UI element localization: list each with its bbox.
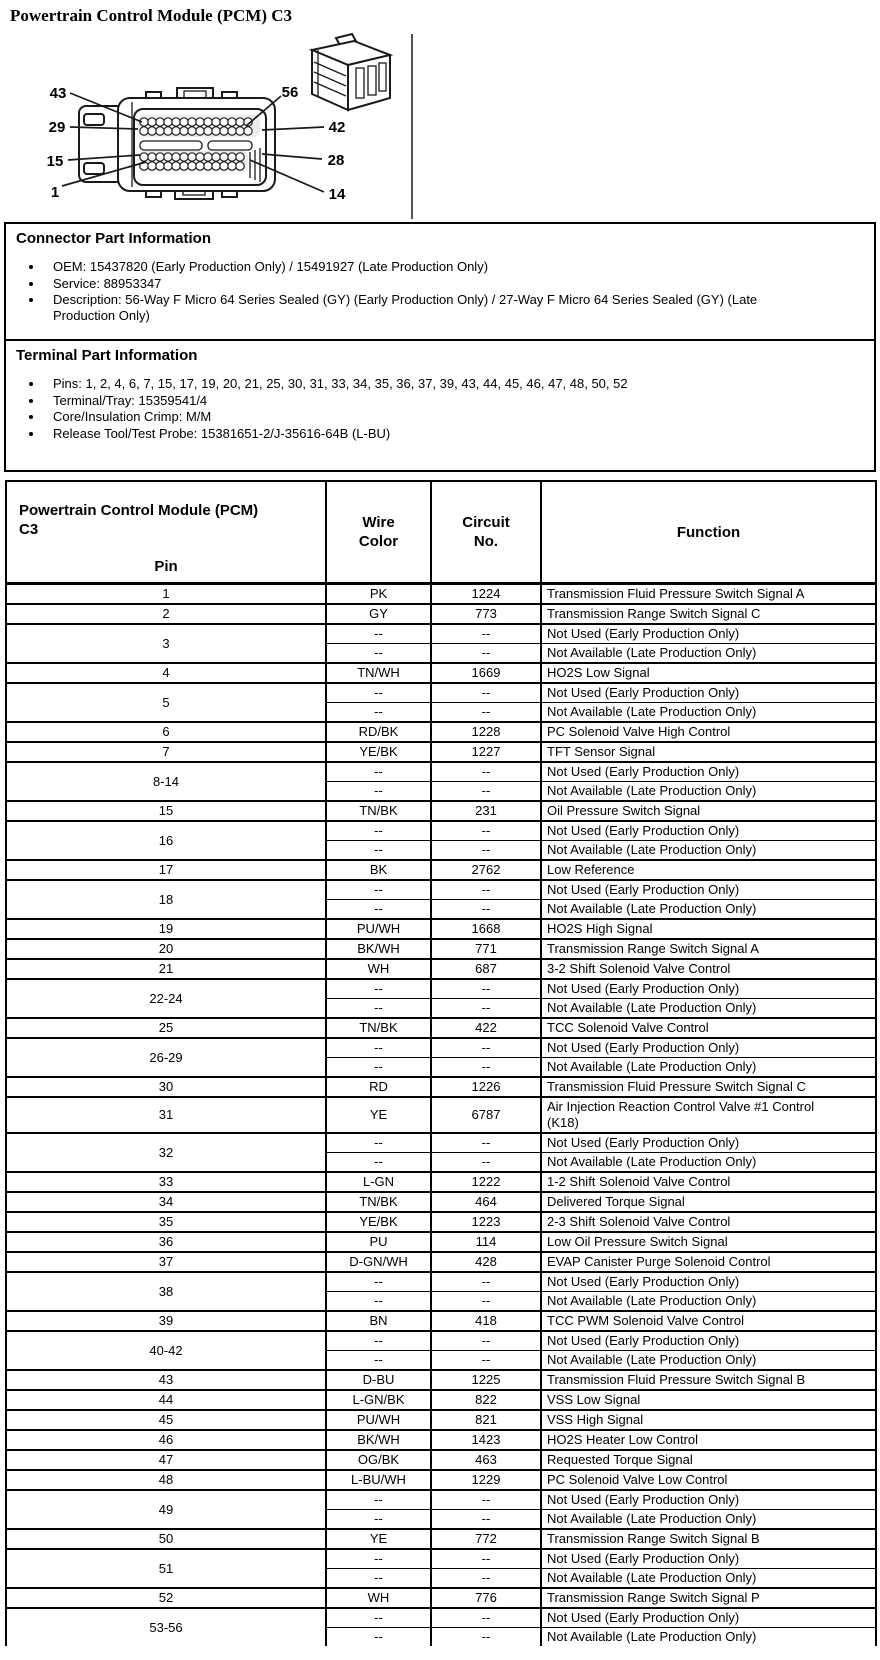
wire-color-cell: -- — [326, 821, 431, 841]
function-cell: TCC PWM Solenoid Valve Control — [541, 1311, 876, 1331]
function-cell: Not Available (Late Production Only) — [541, 1153, 876, 1173]
wire-color-cell: TN/BK — [326, 1192, 431, 1212]
function-cell: 3-2 Shift Solenoid Valve Control — [541, 959, 876, 979]
bullet-item: • Pins: 1, 2, 4, 6, 7, 15, 17, 19, 20, 21, 25, 30, 31, 33, 34, 35, 36, 37, 39, 43, 44, 45, 46, 47, 48, 50, 52 — [44, 376, 770, 392]
circuit-no-cell: -- — [431, 1058, 541, 1078]
wire-color-cell: L-GN/BK — [326, 1390, 431, 1410]
function-cell: PC Solenoid Valve Low Control — [541, 1470, 876, 1490]
terminal-part-information-section — [4, 339, 876, 472]
connector-face-drawing — [0, 26, 880, 222]
circuit-no-cell: 1226 — [431, 1077, 541, 1097]
circuit-no-cell: -- — [431, 644, 541, 664]
circuit-no-cell: 1229 — [431, 1470, 541, 1490]
function-cell: Not Available (Late Production Only) — [541, 999, 876, 1019]
pin-cell: 34 — [6, 1192, 326, 1212]
circuit-no-cell: -- — [431, 703, 541, 723]
wire-color-cell: -- — [326, 624, 431, 644]
circuit-no-cell: -- — [431, 1038, 541, 1058]
pin-cell: 53-56 — [6, 1608, 326, 1646]
circuit-no-cell: -- — [431, 1490, 541, 1510]
circuit-no-cell: 1227 — [431, 742, 541, 762]
pin-cell: 20 — [6, 939, 326, 959]
diagram-pin-label-28: 28 — [327, 152, 345, 169]
pin-cell: 50 — [6, 1529, 326, 1549]
function-cell: Delivered Torque Signal — [541, 1192, 876, 1212]
wire-color-cell: -- — [326, 1292, 431, 1312]
function-cell: Not Used (Early Production Only) — [541, 762, 876, 782]
circuit-no-cell: 464 — [431, 1192, 541, 1212]
table-row — [6, 1172, 876, 1192]
pin-cell: 15 — [6, 801, 326, 821]
table-row — [6, 663, 876, 683]
circuit-no-cell: -- — [431, 782, 541, 802]
wire-color-cell: PU — [326, 1232, 431, 1252]
table-row — [6, 860, 876, 880]
circuit-no-cell: -- — [431, 762, 541, 782]
function-cell: Not Used (Early Production Only) — [541, 880, 876, 900]
wire-color-cell: YE/BK — [326, 1212, 431, 1232]
circuit-no-cell: -- — [431, 999, 541, 1019]
function-cell: PC Solenoid Valve High Control — [541, 722, 876, 742]
wire-color-cell: BK/WH — [326, 1430, 431, 1450]
table-row — [6, 821, 876, 841]
wire-color-cell: -- — [326, 1331, 431, 1351]
circuit-no-cell: -- — [431, 841, 541, 861]
function-cell: 1-2 Shift Solenoid Valve Control — [541, 1172, 876, 1192]
pin-cell: 48 — [6, 1470, 326, 1490]
table-row — [6, 722, 876, 742]
header-pin-label: Pin — [154, 558, 178, 575]
circuit-no-cell: 231 — [431, 801, 541, 821]
pin-cell: 26-29 — [6, 1038, 326, 1077]
circuit-no-cell: -- — [431, 1272, 541, 1292]
wire-color-cell: WH — [326, 959, 431, 979]
connector-3d-view-illustration — [312, 34, 390, 110]
table-row — [6, 1608, 876, 1628]
circuit-no-cell: 821 — [431, 1410, 541, 1430]
pin-cell: 7 — [6, 742, 326, 762]
circuit-no-cell: 771 — [431, 939, 541, 959]
circuit-no-cell: 2762 — [431, 860, 541, 880]
function-cell: Not Used (Early Production Only) — [541, 1490, 876, 1510]
pin-cell: 30 — [6, 1077, 326, 1097]
function-cell: Not Available (Late Production Only) — [541, 1569, 876, 1589]
function-cell: 2-3 Shift Solenoid Valve Control — [541, 1212, 876, 1232]
connector-body — [118, 98, 275, 191]
table-row — [6, 624, 876, 644]
diagram-pin-label-56: 56 — [281, 84, 299, 101]
wire-color-cell: -- — [326, 1038, 431, 1058]
table-row — [6, 1430, 876, 1450]
function-cell: Not Used (Early Production Only) — [541, 1549, 876, 1569]
function-cell: Transmission Fluid Pressure Switch Signal C — [541, 1077, 876, 1097]
wire-color-cell: -- — [326, 703, 431, 723]
bullet-item: • OEM: 15437820 (Early Production Only) / 15491927 (Late Production Only) — [44, 259, 770, 275]
circuit-no-cell: -- — [431, 1331, 541, 1351]
wire-color-cell: -- — [326, 999, 431, 1019]
function-cell: TFT Sensor Signal — [541, 742, 876, 762]
pin-cell: 8-14 — [6, 762, 326, 801]
table-row — [6, 1549, 876, 1569]
table-row — [6, 1252, 876, 1272]
function-cell: Not Available (Late Production Only) — [541, 1292, 876, 1312]
function-cell: Oil Pressure Switch Signal — [541, 801, 876, 821]
wire-color-cell: -- — [326, 1153, 431, 1173]
wire-color-cell: D-BU — [326, 1370, 431, 1390]
function-cell: Low Oil Pressure Switch Signal — [541, 1232, 876, 1252]
wire-color-cell: TN/BK — [326, 1018, 431, 1038]
pin-cell: 39 — [6, 1311, 326, 1331]
function-cell: Air Injection Reaction Control Valve #1 Control (K18) — [541, 1097, 876, 1133]
terminal-part-information-list — [44, 376, 770, 441]
circuit-no-cell: -- — [431, 1608, 541, 1628]
wire-color-cell: PU/WH — [326, 919, 431, 939]
bullet-item: • Terminal/Tray: 15359541/4 — [44, 393, 770, 409]
wire-color-cell: RD — [326, 1077, 431, 1097]
pin-cell: 38 — [6, 1272, 326, 1311]
circuit-no-cell: 422 — [431, 1018, 541, 1038]
connector-diagram — [0, 26, 880, 222]
function-cell: Not Used (Early Production Only) — [541, 624, 876, 644]
function-cell: VSS Low Signal — [541, 1390, 876, 1410]
header-wire-color: Wire Color — [326, 481, 431, 584]
circuit-no-cell: -- — [431, 1133, 541, 1153]
header-function: Function — [541, 481, 876, 584]
circuit-no-cell: -- — [431, 880, 541, 900]
circuit-no-cell: 1669 — [431, 663, 541, 683]
wire-color-cell: -- — [326, 1608, 431, 1628]
pin-cell: 1 — [6, 584, 326, 605]
connector-part-information-heading: Connector Part Information — [16, 230, 212, 247]
function-cell: Not Available (Late Production Only) — [541, 782, 876, 802]
pin-cell: 47 — [6, 1450, 326, 1470]
wire-color-cell: BN — [326, 1311, 431, 1331]
pin-cell: 49 — [6, 1490, 326, 1529]
function-cell: Transmission Range Switch Signal C — [541, 604, 876, 624]
function-cell: Not Used (Early Production Only) — [541, 1133, 876, 1153]
wire-color-cell: -- — [326, 644, 431, 664]
circuit-no-cell: 1222 — [431, 1172, 541, 1192]
function-cell: Not Available (Late Production Only) — [541, 1351, 876, 1371]
function-cell: Not Available (Late Production Only) — [541, 644, 876, 664]
circuit-no-cell: 1228 — [431, 722, 541, 742]
function-cell: TCC Solenoid Valve Control — [541, 1018, 876, 1038]
page-title: Powertrain Control Module (PCM) C3 — [10, 6, 293, 25]
table-row — [6, 1077, 876, 1097]
function-cell: Not Used (Early Production Only) — [541, 1038, 876, 1058]
wire-color-cell: PK — [326, 584, 431, 605]
wire-color-cell: -- — [326, 1272, 431, 1292]
document-page — [0, 6, 880, 1646]
diagram-pin-label-14: 14 — [328, 186, 346, 203]
pin-cell: 37 — [6, 1252, 326, 1272]
table-row — [6, 1272, 876, 1292]
wire-color-cell: L-GN — [326, 1172, 431, 1192]
function-cell: Not Available (Late Production Only) — [541, 841, 876, 861]
wire-color-cell: -- — [326, 762, 431, 782]
circuit-no-cell: -- — [431, 1510, 541, 1530]
wire-color-cell: -- — [326, 1569, 431, 1589]
terminal-part-information-heading: Terminal Part Information — [16, 347, 198, 364]
circuit-no-cell: 463 — [431, 1450, 541, 1470]
bullet-item: • Description: 56-Way F Micro 64 Series Sealed (GY) (Early Production Only) / 27-Way F Micro 64 Series Sealed (GY) (Late Production Only) — [44, 292, 770, 323]
function-cell: HO2S High Signal — [541, 919, 876, 939]
pin-cell: 4 — [6, 663, 326, 683]
circuit-no-cell: 822 — [431, 1390, 541, 1410]
pin-cell: 5 — [6, 683, 326, 722]
table-row — [6, 742, 876, 762]
function-cell: Not Available (Late Production Only) — [541, 1058, 876, 1078]
function-cell: Transmission Range Switch Signal B — [541, 1529, 876, 1549]
wire-color-cell: -- — [326, 900, 431, 920]
circuit-no-cell: -- — [431, 1351, 541, 1371]
table-row — [6, 801, 876, 821]
function-cell: VSS High Signal — [541, 1410, 876, 1430]
function-cell: Not Available (Late Production Only) — [541, 900, 876, 920]
circuit-no-cell: 1423 — [431, 1430, 541, 1450]
diagram-pin-label-43: 43 — [49, 85, 67, 102]
circuit-no-cell: -- — [431, 624, 541, 644]
wire-color-cell: -- — [326, 1351, 431, 1371]
wire-color-cell: TN/BK — [326, 801, 431, 821]
pin-cell: 16 — [6, 821, 326, 860]
function-cell: Transmission Fluid Pressure Switch Signal B — [541, 1370, 876, 1390]
connector-part-information-list — [44, 259, 770, 323]
circuit-no-cell: 1223 — [431, 1212, 541, 1232]
function-cell: HO2S Heater Low Control — [541, 1430, 876, 1450]
pin-cell: 46 — [6, 1430, 326, 1450]
table-row — [6, 683, 876, 703]
pin-cell: 18 — [6, 880, 326, 919]
table-row — [6, 1450, 876, 1470]
wire-color-cell: PU/WH — [326, 1410, 431, 1430]
pin-cell: 33 — [6, 1172, 326, 1192]
table-row — [6, 1470, 876, 1490]
table-row — [6, 1311, 876, 1331]
table-row — [6, 1370, 876, 1390]
function-cell: Not Used (Early Production Only) — [541, 1608, 876, 1628]
pin-cell: 51 — [6, 1549, 326, 1588]
circuit-no-cell: -- — [431, 1153, 541, 1173]
wire-color-cell: -- — [326, 880, 431, 900]
function-cell: Not Available (Late Production Only) — [541, 1628, 876, 1647]
circuit-no-cell: 6787 — [431, 1097, 541, 1133]
function-cell: Transmission Range Switch Signal A — [541, 939, 876, 959]
function-cell: Not Available (Late Production Only) — [541, 1510, 876, 1530]
wire-color-cell: -- — [326, 1510, 431, 1530]
table-row — [6, 1133, 876, 1153]
circuit-no-cell: -- — [431, 821, 541, 841]
circuit-no-cell: 776 — [431, 1588, 541, 1608]
wire-color-cell: BK/WH — [326, 939, 431, 959]
wire-color-cell: YE/BK — [326, 742, 431, 762]
pin-cell: 6 — [6, 722, 326, 742]
pin-cell: 35 — [6, 1212, 326, 1232]
header-module-title: Powertrain Control Module (PCM) C3 — [19, 502, 259, 538]
table-row — [6, 1192, 876, 1212]
wire-color-cell: -- — [326, 1490, 431, 1510]
circuit-no-cell: 773 — [431, 604, 541, 624]
table-row — [6, 1390, 876, 1410]
diagram-pin-label-42: 42 — [328, 119, 346, 136]
pin-cell: 25 — [6, 1018, 326, 1038]
bullet-item: • Release Tool/Test Probe: 15381651-2/J-35616-64B (L-BU) — [44, 426, 770, 442]
function-cell: HO2S Low Signal — [541, 663, 876, 683]
pinout-table-header — [6, 481, 876, 584]
circuit-no-cell: 772 — [431, 1529, 541, 1549]
pin-cell: 21 — [6, 959, 326, 979]
pin-table-body — [6, 584, 876, 1647]
pin-cell: 17 — [6, 860, 326, 880]
pin-cell: 32 — [6, 1133, 326, 1172]
table-row — [6, 979, 876, 999]
wire-color-cell: L-BU/WH — [326, 1470, 431, 1490]
pin-cell: 31 — [6, 1097, 326, 1133]
bullet-item: • Core/Insulation Crimp: M/M — [44, 409, 770, 425]
table-row — [6, 1212, 876, 1232]
circuit-no-cell: -- — [431, 1628, 541, 1647]
table-row — [6, 1232, 876, 1252]
circuit-no-cell: 1668 — [431, 919, 541, 939]
wire-color-cell: -- — [326, 1058, 431, 1078]
circuit-no-cell: 687 — [431, 959, 541, 979]
pin-cell: 40-42 — [6, 1331, 326, 1370]
function-cell: Not Used (Early Production Only) — [541, 821, 876, 841]
wire-color-cell: -- — [326, 841, 431, 861]
circuit-no-cell: 418 — [431, 1311, 541, 1331]
wire-color-cell: -- — [326, 1628, 431, 1647]
function-cell: Not Used (Early Production Only) — [541, 1272, 876, 1292]
function-cell: Transmission Range Switch Signal P — [541, 1588, 876, 1608]
function-cell: Not Used (Early Production Only) — [541, 1331, 876, 1351]
connector-part-information-section — [4, 222, 876, 341]
table-row — [6, 1490, 876, 1510]
table-row — [6, 584, 876, 605]
wire-color-cell: D-GN/WH — [326, 1252, 431, 1272]
circuit-no-cell: -- — [431, 979, 541, 999]
wire-color-cell: WH — [326, 1588, 431, 1608]
pin-cell: 36 — [6, 1232, 326, 1252]
pin-cell: 44 — [6, 1390, 326, 1410]
table-row — [6, 880, 876, 900]
function-cell: Not Available (Late Production Only) — [541, 703, 876, 723]
table-row — [6, 1018, 876, 1038]
circuit-no-cell: -- — [431, 683, 541, 703]
table-row — [6, 1038, 876, 1058]
function-cell: Not Used (Early Production Only) — [541, 979, 876, 999]
circuit-no-cell: -- — [431, 1569, 541, 1589]
diagram-pin-label-29: 29 — [48, 119, 66, 136]
table-row — [6, 762, 876, 782]
circuit-no-cell: 428 — [431, 1252, 541, 1272]
circuit-no-cell: -- — [431, 900, 541, 920]
bullet-item: • Service: 88953347 — [44, 276, 770, 292]
wire-color-cell: GY — [326, 604, 431, 624]
table-row — [6, 1331, 876, 1351]
wire-color-cell: YE — [326, 1529, 431, 1549]
pinout-table — [5, 480, 877, 1646]
function-cell: Requested Torque Signal — [541, 1450, 876, 1470]
circuit-no-cell: 114 — [431, 1232, 541, 1252]
wire-color-cell: OG/BK — [326, 1450, 431, 1470]
wire-color-cell: -- — [326, 782, 431, 802]
wire-color-cell: -- — [326, 979, 431, 999]
pin-cell: 19 — [6, 919, 326, 939]
header-pin-column — [6, 481, 326, 584]
table-row — [6, 1529, 876, 1549]
function-cell: Not Used (Early Production Only) — [541, 683, 876, 703]
pin-cell: 45 — [6, 1410, 326, 1430]
circuit-no-cell: -- — [431, 1549, 541, 1569]
function-cell: Transmission Fluid Pressure Switch Signal A — [541, 584, 876, 605]
diagram-pin-label-1: 1 — [50, 184, 60, 201]
header-circuit-no: Circuit No. — [431, 481, 541, 584]
circuit-no-cell: -- — [431, 1292, 541, 1312]
function-cell: Low Reference — [541, 860, 876, 880]
pin-cell: 3 — [6, 624, 326, 663]
wire-color-cell: TN/WH — [326, 663, 431, 683]
pin-cell: 22-24 — [6, 979, 326, 1018]
table-row — [6, 1410, 876, 1430]
table-row — [6, 1588, 876, 1608]
table-row — [6, 939, 876, 959]
wire-color-cell: RD/BK — [326, 722, 431, 742]
pin-cell: 52 — [6, 1588, 326, 1608]
pin-cell: 43 — [6, 1370, 326, 1390]
wire-color-cell: BK — [326, 860, 431, 880]
function-cell: EVAP Canister Purge Solenoid Control — [541, 1252, 876, 1272]
circuit-no-cell: 1224 — [431, 584, 541, 605]
wire-color-cell: -- — [326, 1549, 431, 1569]
table-row — [6, 1097, 876, 1133]
table-row — [6, 919, 876, 939]
circuit-no-cell: 1225 — [431, 1370, 541, 1390]
table-row — [6, 959, 876, 979]
diagram-pin-label-15: 15 — [46, 153, 64, 170]
wire-color-cell: -- — [326, 683, 431, 703]
wire-color-cell: -- — [326, 1133, 431, 1153]
pin-cell: 2 — [6, 604, 326, 624]
wire-color-cell: YE — [326, 1097, 431, 1133]
table-row — [6, 604, 876, 624]
